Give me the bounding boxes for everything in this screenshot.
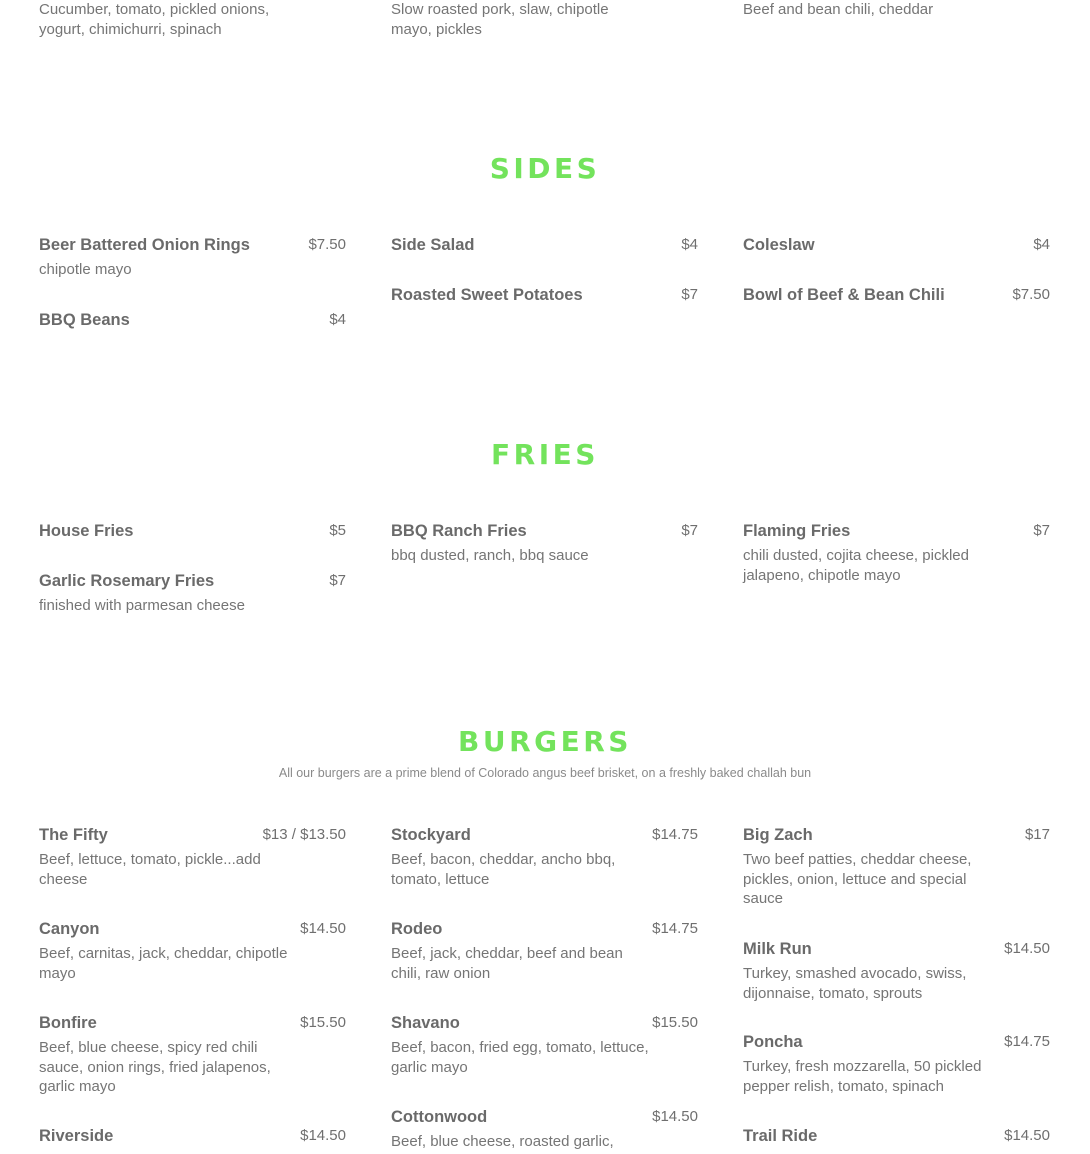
item-name: House Fries bbox=[39, 522, 134, 540]
item-description: Cucumber, tomato, pickled onions, yogurt, chimichurri, spinach bbox=[39, 1, 270, 38]
item-name: Bowl of Beef & Bean Chili bbox=[743, 286, 945, 304]
item-price: $14.50 bbox=[300, 920, 346, 937]
item-price: $4 bbox=[329, 311, 346, 328]
item-description: Beef, bacon, cheddar, ancho bbq, tomato, lettuce bbox=[391, 851, 616, 888]
item-description: Beef, jack, cheddar, beef and bean chili, raw onion bbox=[391, 945, 623, 982]
item-description: Beef and bean chili, cheddar bbox=[743, 1, 934, 18]
sides-heading: SIDES bbox=[489, 152, 601, 185]
item-price: $17 bbox=[1024, 826, 1050, 843]
item-price: $14.75 bbox=[652, 826, 698, 843]
item-name: The Fifty bbox=[39, 826, 108, 844]
item-price: $14.50 bbox=[652, 1108, 698, 1125]
item-price: $14.50 bbox=[300, 1127, 346, 1144]
item-price: $7 bbox=[1033, 522, 1050, 539]
item-name: BBQ Ranch Fries bbox=[391, 522, 527, 540]
item-price: $7 bbox=[681, 286, 698, 303]
item-name: Poncha bbox=[743, 1033, 803, 1051]
item-description: Turkey, fresh mozzarella, 50 pickled pepper relish, tomato, spinach bbox=[743, 1058, 982, 1095]
item-name: Coleslaw bbox=[743, 236, 815, 254]
item-name: BBQ Beans bbox=[39, 311, 130, 329]
item-price: $14.75 bbox=[1004, 1033, 1050, 1050]
item-price: $15.50 bbox=[300, 1014, 346, 1031]
item-name: Milk Run bbox=[743, 940, 812, 958]
item-name: Flaming Fries bbox=[743, 522, 851, 540]
item-name: Side Salad bbox=[391, 236, 475, 254]
item-description: chipotle mayo bbox=[39, 261, 132, 278]
item-name: Stockyard bbox=[391, 826, 471, 844]
item-name: Riverside bbox=[39, 1127, 114, 1145]
item-price: $5 bbox=[329, 522, 346, 539]
item-price: $13 / $13.50 bbox=[262, 826, 346, 843]
item-name: Roasted Sweet Potatoes bbox=[391, 286, 583, 304]
burgers-heading: BURGERS bbox=[458, 725, 632, 758]
item-description: finished with parmesan cheese bbox=[39, 597, 245, 614]
item-price: $7.50 bbox=[308, 236, 346, 253]
item-description: Turkey, smashed avocado, swiss, dijonnaise, tomato, sprouts bbox=[743, 965, 967, 1002]
item-name: Big Zach bbox=[743, 826, 813, 844]
fries-heading: FRIES bbox=[491, 438, 599, 471]
item-price: $7.50 bbox=[1012, 286, 1050, 303]
item-description: Beef, blue cheese, spicy red chili sauce, onion rings, fried jalapenos, garlic mayo bbox=[39, 1039, 271, 1096]
item-price: $14.50 bbox=[1004, 940, 1050, 957]
item-name: Garlic Rosemary Fries bbox=[39, 572, 215, 590]
item-description: bbq dusted, ranch, bbq sauce bbox=[391, 547, 589, 564]
item-name: Shavano bbox=[391, 1014, 460, 1032]
item-description: Beef, bacon, fried egg, tomato, lettuce, garlic mayo bbox=[391, 1039, 649, 1076]
item-description: Beef, blue cheese, roasted garlic, bbox=[391, 1133, 614, 1150]
item-price: $7 bbox=[329, 572, 346, 589]
item-price: $4 bbox=[681, 236, 698, 253]
item-name: Canyon bbox=[39, 920, 100, 938]
item-price: $15.50 bbox=[652, 1014, 698, 1031]
item-name: Beer Battered Onion Rings bbox=[39, 236, 250, 254]
item-description: Beef, lettuce, tomato, pickle...add cheese bbox=[39, 851, 261, 888]
item-price: $14.50 bbox=[1004, 1127, 1050, 1144]
item-description: chili dusted, cojita cheese, pickled jalapeno, chipotle mayo bbox=[743, 547, 969, 584]
item-description: Two beef patties, cheddar cheese, pickles, onion, lettuce and special sauce bbox=[743, 851, 972, 908]
burgers-note: All our burgers are a prime blend of Colorado angus beef brisket, on a freshly baked challah bun bbox=[278, 766, 812, 780]
item-name: Bonfire bbox=[39, 1014, 97, 1032]
item-name: Trail Ride bbox=[743, 1127, 818, 1145]
item-description: Beef, carnitas, jack, cheddar, chipotle mayo bbox=[39, 945, 288, 982]
item-description: Slow roasted pork, slaw, chipotle mayo, pickles bbox=[391, 1, 609, 38]
item-name: Rodeo bbox=[391, 920, 443, 938]
item-price: $7 bbox=[681, 522, 698, 539]
item-price: $4 bbox=[1033, 236, 1050, 253]
item-name: Cottonwood bbox=[391, 1108, 488, 1126]
item-price: $14.75 bbox=[652, 920, 698, 937]
